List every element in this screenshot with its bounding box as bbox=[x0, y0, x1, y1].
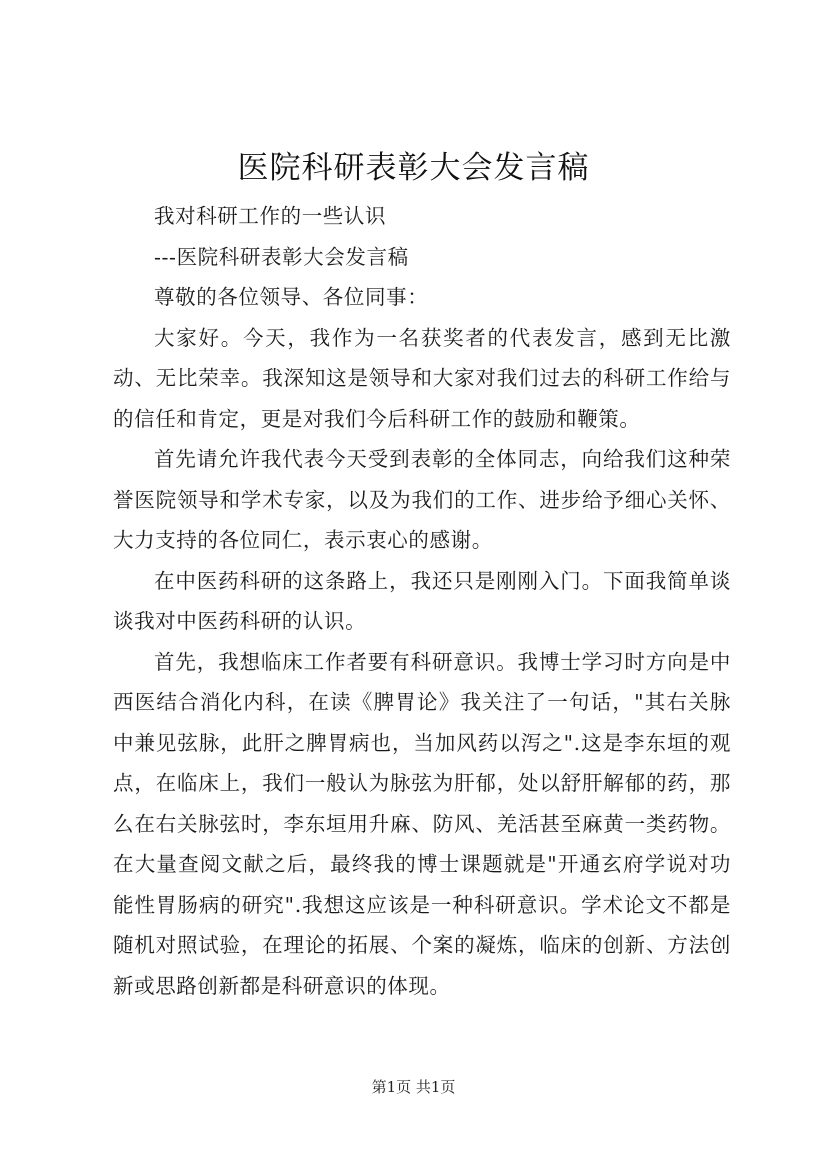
document-body bbox=[113, 196, 731, 1006]
paragraph-greeting: 大家好。今天，我作为一名获奖者的代表发言，感到无比激动、无比荣幸。我深知这是领导和大家对我们过去的科研工作给与的信任和肯定，更是对我们今后科研工作的鼓励和鞭策。 bbox=[113, 325, 731, 431]
document-title: 医院科研表彰大会发言稿 bbox=[237, 150, 590, 186]
paragraph-subtitle-source: ---医院科研表彰大会发言稿 bbox=[154, 244, 409, 269]
paragraph-research-awareness: 首先，我想临床工作者要有科研意识。我博士学习时方向是中西医结合消化内科，在读《脾胃论》我关注了一句话，"其右关脉中兼见弦脉，此肝之脾胃病也，当加风药以泻之".这是李东垣的观点，在临床上，我们一般认为脉弦为肝郁，处以舒肝解郁的药，那么在右关脉弦时，李东垣用升麻、防风、羌活甚至麻黄一类药物。在大量查阅文献之后，最终我的博士课题就是"开通玄府学说对功能性胃肠病的研究".我想这应该是一种科研意识。学术论文不都是随机对照试验，在理论的拓展、个案的凝炼，临床的创新、方法创新或思路创新都是科研意识的体现。 bbox=[113, 649, 731, 998]
paragraph-intro: 在中医药科研的这条路上，我还只是刚刚入门。下面我简单谈谈我对中医药科研的认识。 bbox=[113, 568, 731, 633]
page-footer: 第1页 共1页 bbox=[371, 1078, 456, 1096]
paragraph-thanks: 首先请允许我代表今天受到表彰的全体同志，向给我们这种荣誉医院领导和学术专家，以及为我们的工作、进步给予细心关怀、大力支持的各位同仁，表示衷心的感谢。 bbox=[113, 447, 731, 552]
paragraph-salutation: 尊敬的各位领导、各位同事： bbox=[154, 285, 429, 309]
paragraph-subtitle: 我对科研工作的一些认识 bbox=[154, 204, 387, 228]
